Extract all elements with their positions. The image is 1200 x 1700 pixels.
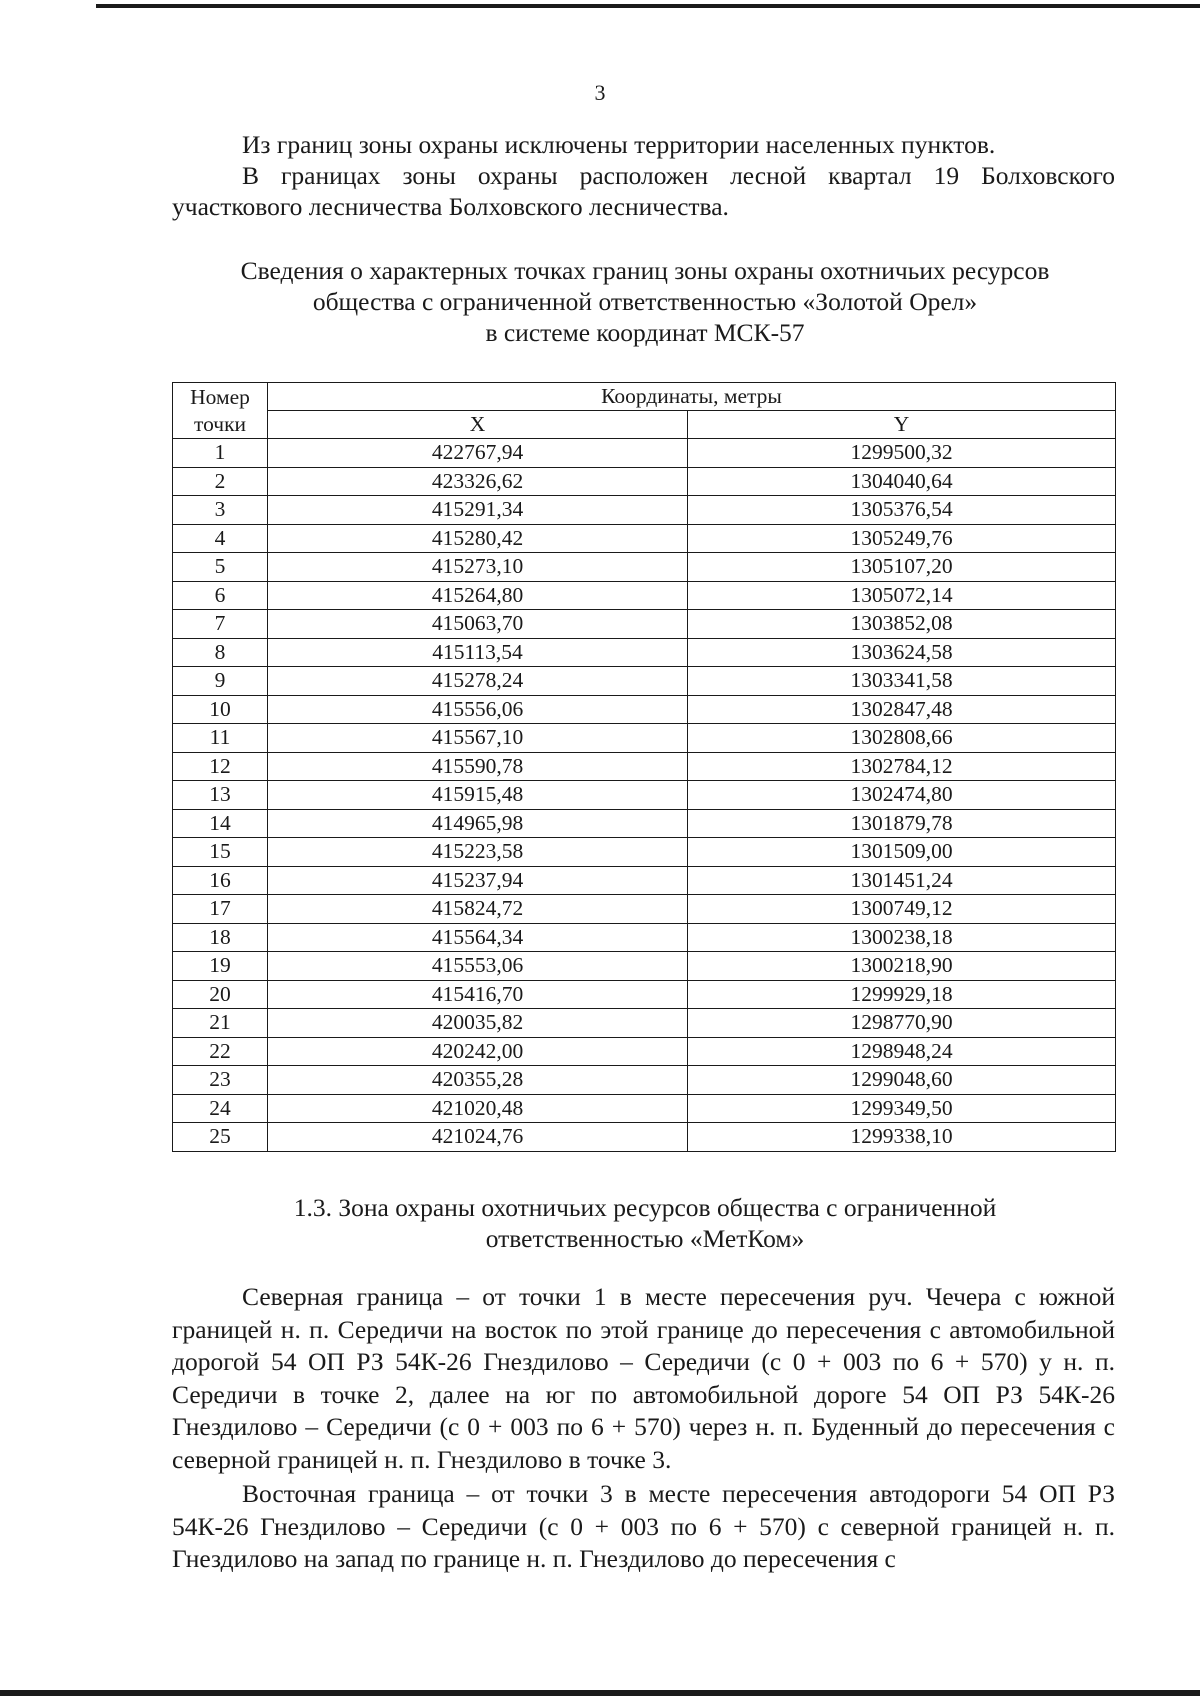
header-point-line-1: Номер: [190, 384, 250, 409]
x-coordinate-cell: 415416,70: [268, 980, 688, 1009]
x-coordinate-cell: 420035,82: [268, 1009, 688, 1038]
table-row: [173, 695, 1116, 724]
table-row: [173, 809, 1116, 838]
y-coordinate-cell: 1305249,76: [688, 524, 1116, 553]
x-coordinate-cell: 415113,54: [268, 638, 688, 667]
point-number-cell: 16: [173, 866, 268, 895]
x-coordinate-cell: 415567,10: [268, 724, 688, 753]
x-coordinate-cell: 420355,28: [268, 1066, 688, 1095]
y-coordinate-cell: 1305376,54: [688, 496, 1116, 525]
y-coordinate-cell: 1299048,60: [688, 1066, 1116, 1095]
y-coordinate-cell: 1303624,58: [688, 638, 1116, 667]
intro-line-2: В границах зоны охраны расположен лесной квартал 19 Болховского участкового лесничества Болховского лесничества.: [172, 161, 1115, 221]
point-number-cell: 4: [173, 524, 268, 553]
point-number-cell: 6: [173, 581, 268, 610]
point-number-cell: 22: [173, 1037, 268, 1066]
table-title: [150, 255, 1140, 348]
x-coordinate-cell: 415278,24: [268, 667, 688, 696]
x-coordinate-cell: 421024,76: [268, 1123, 688, 1152]
point-number-cell: 25: [173, 1123, 268, 1152]
point-number-cell: 11: [173, 724, 268, 753]
x-coordinate-cell: 415915,48: [268, 781, 688, 810]
x-coordinate-cell: 415824,72: [268, 895, 688, 924]
x-coordinate-cell: 415590,78: [268, 752, 688, 781]
x-coordinate-cell: 414965,98: [268, 809, 688, 838]
table-row: [173, 667, 1116, 696]
table-row: [173, 781, 1116, 810]
east-boundary-paragraph: Восточная граница – от точки 3 в месте пересечения автодороги 54 ОП РЗ 54К-26 Гнездилово – Середичи (с 0 + 003 по 6 + 570) с северной границей н. п. Гнездилово на запад по границе н. п. Гнездилово до пересечения с: [172, 1479, 1115, 1573]
y-coordinate-cell: 1299929,18: [688, 980, 1116, 1009]
point-number-cell: 21: [173, 1009, 268, 1038]
point-number-cell: 18: [173, 923, 268, 952]
bottom-scan-border: [0, 1690, 1200, 1696]
coordinates-table-body: [173, 439, 1116, 1152]
table-row: [173, 866, 1116, 895]
y-coordinate-cell: 1302784,12: [688, 752, 1116, 781]
table-row: [173, 467, 1116, 496]
table-title-line-3: в системе координат МСК-57: [485, 318, 805, 347]
y-coordinate-cell: 1304040,64: [688, 467, 1116, 496]
coordinates-table: [172, 382, 1116, 1152]
top-scan-border: [96, 4, 1200, 8]
point-number-cell: 9: [173, 667, 268, 696]
x-coordinate-cell: 415223,58: [268, 838, 688, 867]
table-row: [173, 724, 1116, 753]
x-coordinate-cell: 415564,34: [268, 923, 688, 952]
y-coordinate-cell: 1301509,00: [688, 838, 1116, 867]
table-title-line-2: общества с ограниченной ответственностью «Золотой Орел»: [312, 287, 978, 316]
point-number-cell: 3: [173, 496, 268, 525]
x-coordinate-cell: 415291,34: [268, 496, 688, 525]
x-coordinate-cell: 415063,70: [268, 610, 688, 639]
point-number-cell: 20: [173, 980, 268, 1009]
table-row: [173, 1123, 1116, 1152]
x-coordinate-cell: 415273,10: [268, 553, 688, 582]
y-coordinate-cell: 1298948,24: [688, 1037, 1116, 1066]
table-row: [173, 923, 1116, 952]
x-coordinate-cell: 421020,48: [268, 1094, 688, 1123]
y-coordinate-cell: 1305072,14: [688, 581, 1116, 610]
x-coordinate-cell: 420242,00: [268, 1037, 688, 1066]
table-row: [173, 553, 1116, 582]
x-coordinate-cell: 415264,80: [268, 581, 688, 610]
table-row: [173, 524, 1116, 553]
intro-line-1: Из границ зоны охраны исключены территории населенных пунктов.: [242, 130, 996, 159]
x-coordinate-cell: 415280,42: [268, 524, 688, 553]
y-coordinate-cell: 1301879,78: [688, 809, 1116, 838]
point-number-cell: 2: [173, 467, 268, 496]
table-row: [173, 1009, 1116, 1038]
table-row: [173, 496, 1116, 525]
y-coordinate-cell: 1302847,48: [688, 695, 1116, 724]
table-row: [173, 952, 1116, 981]
point-number-cell: 5: [173, 553, 268, 582]
point-number-cell: 10: [173, 695, 268, 724]
table-row: [173, 610, 1116, 639]
header-point-line-2: точки: [193, 411, 247, 436]
y-coordinate-cell: 1302808,66: [688, 724, 1116, 753]
point-number-cell: 14: [173, 809, 268, 838]
y-coordinate-cell: 1300749,12: [688, 895, 1116, 924]
point-number-cell: 24: [173, 1094, 268, 1123]
point-number-cell: 7: [173, 610, 268, 639]
table-row: [173, 752, 1116, 781]
x-coordinate-cell: 422767,94: [268, 439, 688, 468]
y-coordinate-cell: 1299349,50: [688, 1094, 1116, 1123]
point-number-cell: 15: [173, 838, 268, 867]
y-coordinate-cell: 1302474,80: [688, 781, 1116, 810]
point-number-cell: 8: [173, 638, 268, 667]
y-coordinate-cell: 1303852,08: [688, 610, 1116, 639]
table-row: [173, 980, 1116, 1009]
x-coordinate-cell: 415237,94: [268, 866, 688, 895]
table-row: [173, 838, 1116, 867]
y-coordinate-cell: 1301451,24: [688, 866, 1116, 895]
y-coordinate-cell: 1305107,20: [688, 553, 1116, 582]
section-heading-line-2: ответственностью «МетКом»: [485, 1224, 805, 1253]
point-number-cell: 1: [173, 439, 268, 468]
x-coordinate-cell: 415556,06: [268, 695, 688, 724]
table-row: [173, 895, 1116, 924]
table-row: [173, 638, 1116, 667]
table-title-line-1: Сведения о характерных точках границ зоны охраны охотничьих ресурсов: [240, 256, 1050, 285]
table-row: [173, 581, 1116, 610]
point-number-cell: 23: [173, 1066, 268, 1095]
header-point-number: [173, 383, 268, 439]
x-coordinate-cell: 423326,62: [268, 467, 688, 496]
y-coordinate-cell: 1303341,58: [688, 667, 1116, 696]
y-coordinate-cell: 1300238,18: [688, 923, 1116, 952]
table-row: [173, 1094, 1116, 1123]
section-heading: [150, 1192, 1140, 1254]
y-coordinate-cell: 1299338,10: [688, 1123, 1116, 1152]
y-coordinate-cell: 1299500,32: [688, 439, 1116, 468]
header-y: Y: [688, 411, 1116, 439]
header-x: X: [268, 411, 688, 439]
table-row: [173, 1066, 1116, 1095]
page-number: 3: [594, 80, 606, 105]
section-heading-line-1: 1.3. Зона охраны охотничьих ресурсов общества с ограниченной: [293, 1193, 997, 1222]
table-row: [173, 1037, 1116, 1066]
point-number-cell: 12: [173, 752, 268, 781]
table-row: [173, 439, 1116, 468]
y-coordinate-cell: 1298770,90: [688, 1009, 1116, 1038]
x-coordinate-cell: 415553,06: [268, 952, 688, 981]
y-coordinate-cell: 1300218,90: [688, 952, 1116, 981]
header-coordinates: Координаты, метры: [268, 383, 1116, 411]
north-boundary-paragraph: Северная граница – от точки 1 в месте пересечения руч. Чечера с южной границей н. п. Середичи на восток по этой границе до пересечения с автомобильной дорогой 54 ОП РЗ 54К-26 Гнездилово – Середичи (с 0 + 003 по 6 + 570) у н. п. Середичи в точке 2, далее на юг по автомобильной дороге 54 ОП РЗ 54К-26 Гнездилово – Середичи (с 0 + 003 по 6 + 570) через н. п. Буденный до пересечения с северной границей н. п. Гнездилово в точке 3.: [172, 1282, 1115, 1474]
point-number-cell: 19: [173, 952, 268, 981]
point-number-cell: 13: [173, 781, 268, 810]
point-number-cell: 17: [173, 895, 268, 924]
